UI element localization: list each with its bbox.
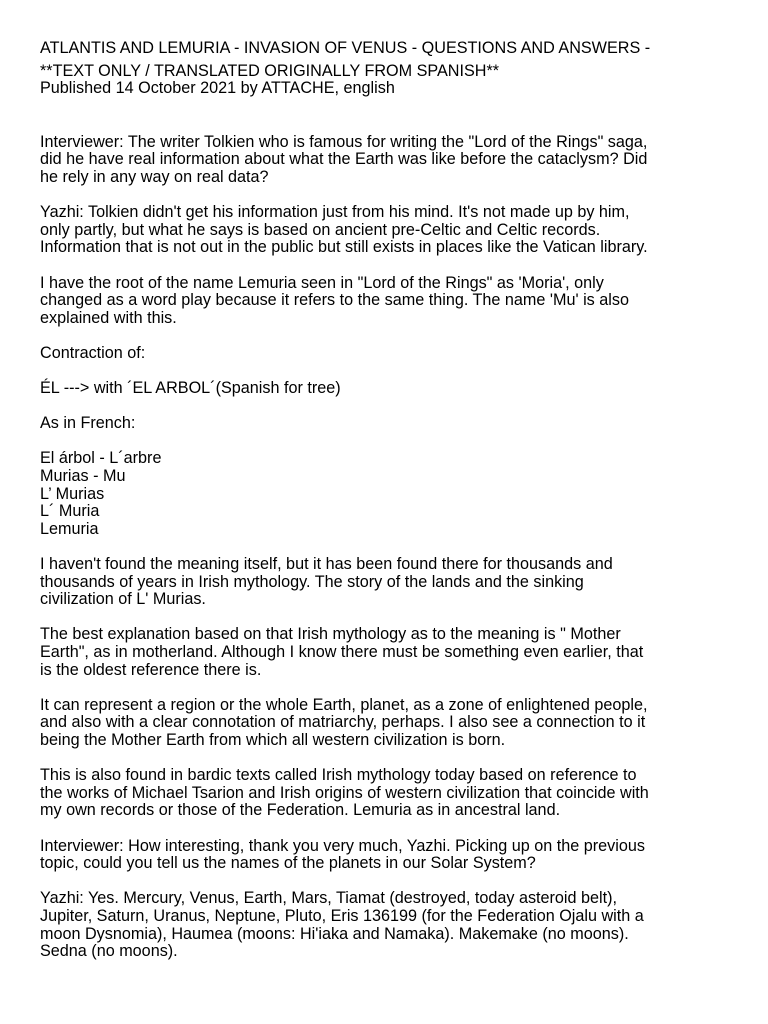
- document-body: [40, 134, 756, 961]
- document-page: [40, 40, 756, 978]
- paragraph-line: changed as a word play because it refers to the same thing. The name 'Mu' is also: [40, 291, 629, 310]
- paragraph: [40, 450, 756, 538]
- paragraph: [40, 697, 756, 750]
- paragraph-line: L’ Murias: [40, 484, 105, 503]
- paragraph: [40, 767, 756, 820]
- paragraph-line: Sedna (no moons).: [40, 942, 178, 961]
- paragraph-line: thousands of years in Irish mythology. The story of the lands and the sinking: [40, 572, 584, 591]
- paragraph-line: Jupiter, Saturn, Uranus, Neptune, Pluto, Eris 136199 (for the Federation Ojalu with a: [40, 906, 644, 925]
- paragraph-line: L´ Muria: [40, 502, 100, 521]
- paragraph-line: civilization of L' Murias.: [40, 590, 206, 609]
- paragraph-line: did he have real information about what the Earth was like before the cataclysm? Did: [40, 150, 648, 169]
- paragraph: [40, 415, 756, 433]
- paragraph-line: I haven't found the meaning itself, but it has been found there for thousands and: [40, 555, 613, 574]
- paragraph-line: topic, could you tell us the names of the planets in our Solar System?: [40, 854, 536, 873]
- paragraph: [40, 626, 756, 679]
- paragraph-line: my own records or those of the Federation. Lemuria as in ancestral land.: [40, 801, 561, 820]
- paragraph-line: The best explanation based on that Irish mythology as to the meaning is " Mother: [40, 625, 621, 644]
- paragraph-line: ÉL ---> with ´EL ARBOL´(Spanish for tree): [40, 379, 341, 398]
- paragraph: [40, 838, 756, 873]
- paragraph-line: This is also found in bardic texts called Irish mythology today based on reference to: [40, 766, 637, 785]
- paragraph-line: is the oldest reference there is.: [40, 660, 262, 679]
- paragraph: [40, 345, 756, 363]
- paragraph-line: I have the root of the name Lemuria seen in "Lord of the Rings" as 'Moria', only: [40, 273, 604, 292]
- paragraph-line: Murias - Mu: [40, 467, 126, 486]
- paragraph-line: As in French:: [40, 414, 136, 433]
- paragraph-line: El árbol - L´arbre: [40, 449, 162, 468]
- paragraph-line: Earth", as in motherland. Although I know there must be something even earlier, that: [40, 643, 644, 661]
- document-title-line-2: **TEXT ONLY / TRANSLATED ORIGINALLY FROM SPANISH**: [40, 61, 500, 80]
- paragraph-line: Yazhi: Tolkien didn't get his information just from his mind. It's not made up by him,: [40, 203, 630, 222]
- paragraph-line: the works of Michael Tsarion and Irish origins of western civilization that coincide with: [40, 783, 649, 802]
- document-header: [40, 40, 756, 98]
- paragraph: [40, 204, 756, 257]
- paragraph-line: and also with a clear connotation of matriarchy, perhaps. I also see a connection to it: [40, 713, 646, 732]
- paragraph-line: moon Dysnomia), Haumea (moons: Hi'iaka and Namaka). Makemake (no moons).: [40, 924, 629, 943]
- paragraph-line: Interviewer: The writer Tolkien who is famous for writing the "Lord of the Rings" saga,: [40, 132, 648, 151]
- paragraph-line: It can represent a region or the whole Earth, planet, as a zone of enlightened people,: [40, 695, 648, 714]
- paragraph: [40, 380, 756, 398]
- paragraph-line: he rely in any way on real data?: [40, 167, 269, 186]
- paragraph-line: Lemuria: [40, 519, 99, 538]
- paragraph-line: Yazhi: Yes. Mercury, Venus, Earth, Mars, Tiamat (destroyed, today asteroid belt),: [40, 889, 618, 908]
- paragraph: [40, 556, 756, 609]
- paragraph: [40, 134, 756, 187]
- paragraph-line: Interviewer: How interesting, thank you very much, Yazhi. Picking up on the previous: [40, 836, 645, 855]
- paragraph: [40, 890, 756, 960]
- paragraph-line: explained with this.: [40, 308, 177, 327]
- paragraph-line: Information that is not out in the public but still exists in places like the Vatican library.: [40, 238, 648, 257]
- publication-info: Published 14 October 2021 by ATTACHE, english: [40, 79, 395, 98]
- document-title-line-1: ATLANTIS AND LEMURIA - INVASION OF VENUS - QUESTIONS AND ANSWERS -: [40, 39, 651, 57]
- paragraph-line: being the Mother Earth from which all western civilization is born.: [40, 730, 506, 749]
- paragraph-line: only partly, but what he says is based on ancient pre-Celtic and Celtic records.: [40, 220, 601, 239]
- paragraph: [40, 275, 756, 328]
- paragraph-line: Contraction of:: [40, 343, 146, 362]
- header-spacer: [40, 98, 756, 134]
